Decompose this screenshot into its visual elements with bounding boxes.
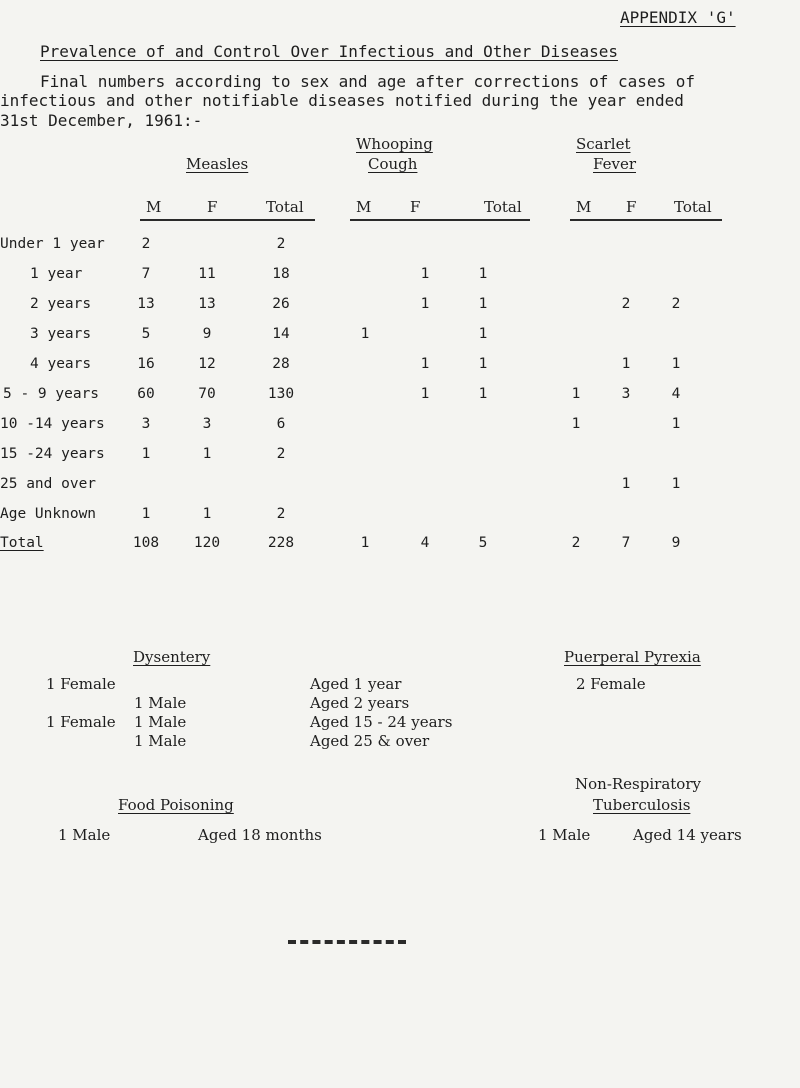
tb-aged: Aged 14 years <box>633 826 742 844</box>
table-cell: 1 <box>420 296 430 312</box>
dysentery-aged-3: Aged 15 - 24 years <box>310 713 453 731</box>
measles-header-rule <box>140 219 315 221</box>
table-cell: 7 <box>621 535 631 551</box>
scarlet-heading-2: Fever <box>593 155 636 173</box>
intro-line-3: 31st December, 1961:- <box>0 111 203 130</box>
page-title: Prevalence of and Control Over Infectious and Other Diseases <box>40 42 618 61</box>
intro-line-2: infectious and other notifiable diseases notified during the year ended <box>0 91 684 110</box>
food-male: 1 Male <box>58 826 111 844</box>
table-cell: 1 <box>202 446 212 462</box>
table-cell: 6 <box>276 416 286 432</box>
table-cell: 1 <box>141 446 151 462</box>
whooping-f-header: F <box>410 198 421 216</box>
dysentery-female-1: 1 Female <box>46 675 116 693</box>
table-cell: 2 <box>141 236 151 252</box>
table-cell: 13 <box>137 296 155 312</box>
tb-heading-1: Non-Respiratory <box>575 775 701 793</box>
table-cell: 1 <box>478 266 488 282</box>
table-cell: 130 <box>267 386 295 402</box>
table-cell: 1 <box>671 476 681 492</box>
table-cell: 228 <box>267 535 295 551</box>
row-label: 15 -24 years <box>0 446 105 462</box>
table-cell: 1 <box>478 386 488 402</box>
table-cell: 9 <box>202 326 212 342</box>
table-cell: 14 <box>272 326 290 342</box>
scarlet-total-header: Total <box>674 198 712 216</box>
table-cell: 1 <box>621 356 631 372</box>
table-cell: 1 <box>141 506 151 522</box>
table-cell: 1 <box>671 416 681 432</box>
table-cell: 1 <box>478 296 488 312</box>
row-label: Age Unknown <box>0 506 97 522</box>
dysentery-male-2: 1 Male <box>134 694 187 712</box>
table-cell: 1 <box>360 326 370 342</box>
puerperal-line: 2 Female <box>576 675 646 693</box>
row-label: 3 years <box>30 326 92 342</box>
whooping-heading-2: Cough <box>368 155 418 173</box>
scarlet-f-header: F <box>626 198 637 216</box>
table-cell: 120 <box>193 535 221 551</box>
dysentery-heading: Dysentery <box>133 648 211 666</box>
row-label: 5 - 9 years <box>3 386 100 402</box>
dysentery-female-3: 1 Female <box>46 713 116 731</box>
dysentery-aged-1: Aged 1 year <box>310 675 402 693</box>
row-label: 2 years <box>30 296 92 312</box>
table-cell: 5 <box>478 535 488 551</box>
table-cell: 60 <box>137 386 155 402</box>
end-rule <box>288 940 406 944</box>
table-cell: 5 <box>141 326 151 342</box>
table-cell: 1 <box>420 386 430 402</box>
table-cell: 3 <box>621 386 631 402</box>
scarlet-header-rule <box>570 219 722 221</box>
puerperal-heading: Puerperal Pyrexia <box>564 648 701 666</box>
table-cell: 2 <box>671 296 681 312</box>
table-cell: 2 <box>276 446 286 462</box>
table-cell: 16 <box>137 356 155 372</box>
dysentery-male-4: 1 Male <box>134 732 187 750</box>
table-cell: 2 <box>571 535 581 551</box>
table-cell: 70 <box>198 386 216 402</box>
tb-male: 1 Male <box>538 826 591 844</box>
tb-heading-2: Tuberculosis <box>593 796 691 814</box>
row-label: 10 -14 years <box>0 416 105 432</box>
appendix-label: APPENDIX 'G' <box>620 8 736 27</box>
table-cell: 1 <box>478 326 488 342</box>
measles-m-header: M <box>146 198 162 216</box>
row-label: 1 year <box>30 266 83 282</box>
table-cell: 1 <box>360 535 370 551</box>
table-cell: 2 <box>276 506 286 522</box>
row-label: 25 and over <box>0 476 97 492</box>
table-cell: 1 <box>571 416 581 432</box>
whooping-m-header: M <box>356 198 372 216</box>
food-aged: Aged 18 months <box>198 826 322 844</box>
table-cell: 1 <box>420 266 430 282</box>
table-cell: 3 <box>202 416 212 432</box>
whooping-total-header: Total <box>484 198 522 216</box>
dysentery-aged-2: Aged 2 years <box>310 694 410 712</box>
table-cell: 2 <box>621 296 631 312</box>
intro-line-1: Final numbers according to sex and age after corrections of cases of <box>40 72 696 91</box>
table-cell: 1 <box>621 476 631 492</box>
table-cell: 1 <box>571 386 581 402</box>
table-cell: 18 <box>272 266 290 282</box>
table-cell: 1 <box>478 356 488 372</box>
row-label: Total <box>0 535 44 551</box>
scarlet-m-header: M <box>576 198 592 216</box>
whooping-header-rule <box>350 219 530 221</box>
measles-heading: Measles <box>186 155 249 173</box>
table-cell: 108 <box>132 535 160 551</box>
table-cell: 2 <box>276 236 286 252</box>
table-cell: 1 <box>671 356 681 372</box>
dysentery-male-3: 1 Male <box>134 713 187 731</box>
table-cell: 1 <box>202 506 212 522</box>
row-label: 4 years <box>30 356 92 372</box>
table-cell: 12 <box>198 356 216 372</box>
food-heading: Food Poisoning <box>118 796 234 814</box>
table-cell: 1 <box>420 356 430 372</box>
table-cell: 11 <box>198 266 216 282</box>
dysentery-aged-4: Aged 25 & over <box>310 732 430 750</box>
table-cell: 13 <box>198 296 216 312</box>
measles-total-header: Total <box>266 198 304 216</box>
scarlet-heading-1: Scarlet <box>576 135 631 153</box>
table-cell: 9 <box>671 535 681 551</box>
table-cell: 28 <box>272 356 290 372</box>
row-label: Under 1 year <box>0 236 105 252</box>
measles-f-header: F <box>207 198 218 216</box>
table-cell: 4 <box>671 386 681 402</box>
table-cell: 7 <box>141 266 151 282</box>
table-cell: 4 <box>420 535 430 551</box>
table-cell: 26 <box>272 296 290 312</box>
whooping-heading-1: Whooping <box>356 135 433 153</box>
table-cell: 3 <box>141 416 151 432</box>
